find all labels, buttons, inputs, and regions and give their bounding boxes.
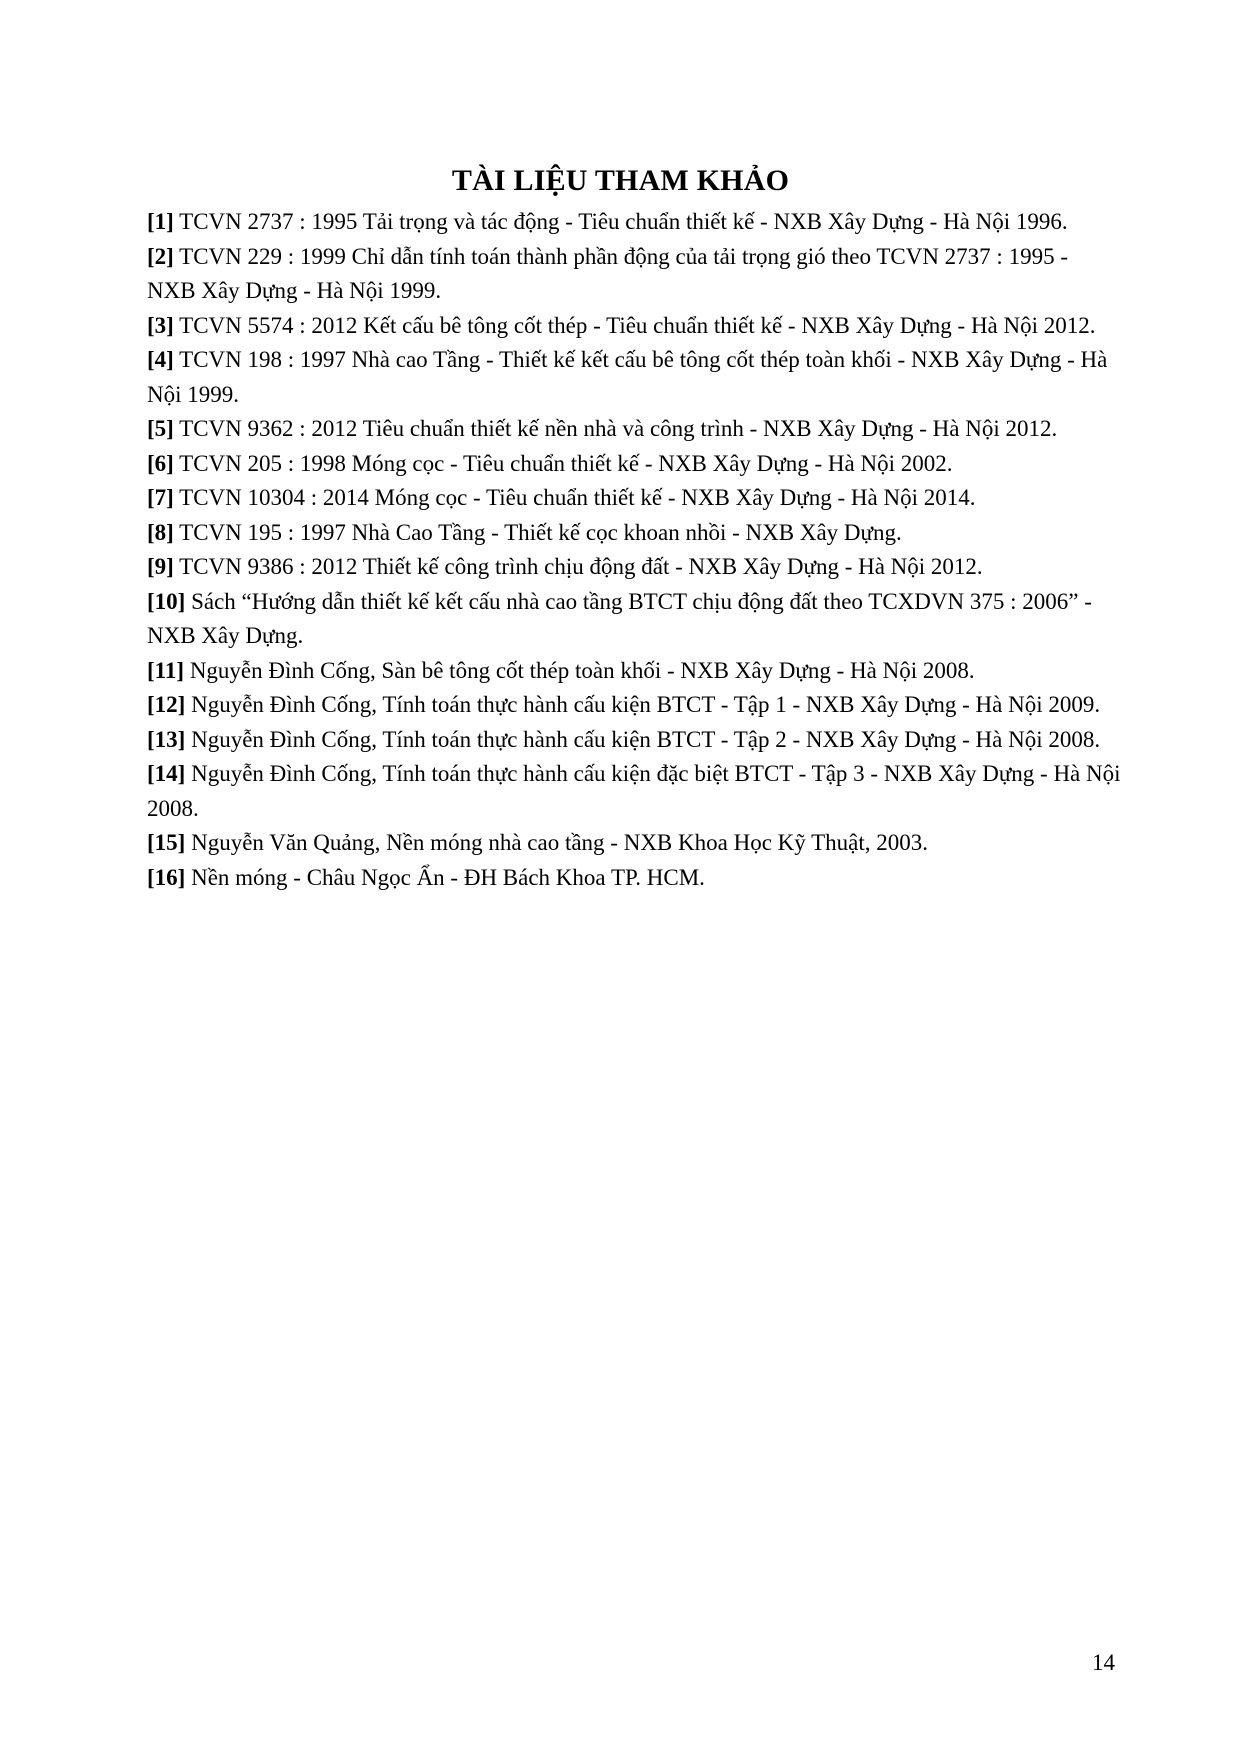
reference-text: TCVN 205 : 1998 Móng cọc - Tiêu chuẩn thiết kế - NXB Xây Dựng - Hà Nội 2002. bbox=[173, 450, 953, 476]
reference-number: [8] bbox=[147, 519, 174, 545]
reference-number: [5] bbox=[147, 416, 174, 441]
reference-text: TCVN 9362 : 2012 Tiêu chuẩn thiết kế nền nhà và công trình - NXB Xây Dựng - Hà Nội 2012. bbox=[173, 416, 1058, 441]
reference-text: Nền móng - Châu Ngọc Ẩn - ĐH Bách Khoa TP. HCM. bbox=[185, 864, 705, 890]
reference-number: [6] bbox=[147, 450, 174, 476]
reference-item bbox=[147, 757, 1122, 826]
reference-item bbox=[147, 585, 1122, 654]
reference-item bbox=[147, 688, 1122, 723]
reference-item bbox=[147, 205, 1122, 240]
reference-number: [3] bbox=[147, 312, 174, 338]
reference-text: Sách “Hướng dẫn thiết kế kết cấu nhà cao tầng BTCT chịu động đất theo TCXDVN 375 : 2006” - NXB Xây Dựng. bbox=[147, 588, 1092, 648]
reference-text: TCVN 5574 : 2012 Kết cấu bê tông cốt thép - Tiêu chuẩn thiết kế - NXB Xây Dựng - Hà Nội 2012. bbox=[173, 312, 1096, 338]
reference-text: TCVN 10304 : 2014 Móng cọc - Tiêu chuẩn thiết kế - NXB Xây Dựng - Hà Nội 2014. bbox=[173, 485, 976, 510]
page-number: 14 bbox=[1092, 1650, 1115, 1675]
reference-number: [15] bbox=[147, 830, 186, 855]
reference-item bbox=[147, 447, 1122, 482]
reference-text: TCVN 229 : 1999 Chỉ dẫn tính toán thành phần động của tải trọng gió theo TCVN 2737 : 1995 - NXB Xây Dựng - Hà Nội 1999. bbox=[147, 243, 1068, 303]
reference-item bbox=[147, 516, 1122, 551]
reference-item bbox=[147, 861, 1122, 896]
page-title: TÀI LIỆU THAM KHẢO bbox=[451, 164, 790, 197]
reference-number: [12] bbox=[147, 692, 186, 717]
reference-number: [16] bbox=[147, 864, 186, 890]
reference-number: [10] bbox=[147, 588, 186, 614]
reference-text: Nguyễn Đình Cống, Tính toán thực hành cấu kiện BTCT - Tập 1 - NXB Xây Dựng - Hà Nội 2009. bbox=[185, 692, 1101, 717]
reference-number: [2] bbox=[147, 243, 174, 269]
reference-text: Nguyễn Đình Cống, Tính toán thực hành cấu kiện đặc biệt BTCT - Tập 3 - NXB Xây Dựng - Hà Nội 2008. bbox=[147, 761, 1121, 821]
reference-item bbox=[147, 309, 1122, 344]
reference-item bbox=[147, 550, 1122, 585]
reference-list bbox=[147, 205, 1122, 895]
reference-item bbox=[147, 723, 1122, 758]
reference-item bbox=[147, 654, 1122, 689]
reference-text: Nguyễn Đình Cống, Tính toán thực hành cấu kiện BTCT - Tập 2 - NXB Xây Dựng - Hà Nội 2008. bbox=[185, 726, 1101, 752]
reference-item bbox=[147, 343, 1122, 412]
reference-number: [1] bbox=[147, 209, 174, 234]
reference-text: TCVN 195 : 1997 Nhà Cao Tầng - Thiết kế cọc khoan nhồi - NXB Xây Dựng. bbox=[173, 519, 902, 545]
reference-text: Nguyễn Văn Quảng, Nền móng nhà cao tầng - NXB Khoa Học Kỹ Thuật, 2003. bbox=[185, 830, 928, 855]
reference-number: [9] bbox=[147, 554, 174, 579]
reference-number: [4] bbox=[147, 347, 174, 372]
reference-item bbox=[147, 412, 1122, 447]
reference-text: TCVN 2737 : 1995 Tải trọng và tác động - Tiêu chuẩn thiết kế - NXB Xây Dựng - Hà Nội 1996. bbox=[173, 209, 1068, 234]
reference-number: [13] bbox=[147, 726, 186, 752]
reference-item bbox=[147, 240, 1122, 309]
reference-text: TCVN 198 : 1997 Nhà cao Tầng - Thiết kế kết cấu bê tông cốt thép toàn khối - NXB Xây Dựng - Hà Nội 1999. bbox=[147, 347, 1108, 407]
reference-number: [14] bbox=[147, 761, 186, 786]
reference-number: [11] bbox=[147, 657, 185, 683]
reference-number: [7] bbox=[147, 485, 174, 510]
reference-text: TCVN 9386 : 2012 Thiết kế công trình chịu động đất - NXB Xây Dựng - Hà Nội 2012. bbox=[173, 554, 983, 579]
reference-text: Nguyễn Đình Cống, Sàn bê tông cốt thép toàn khối - NXB Xây Dựng - Hà Nội 2008. bbox=[184, 657, 975, 683]
reference-item bbox=[147, 481, 1122, 516]
reference-item bbox=[147, 826, 1122, 861]
